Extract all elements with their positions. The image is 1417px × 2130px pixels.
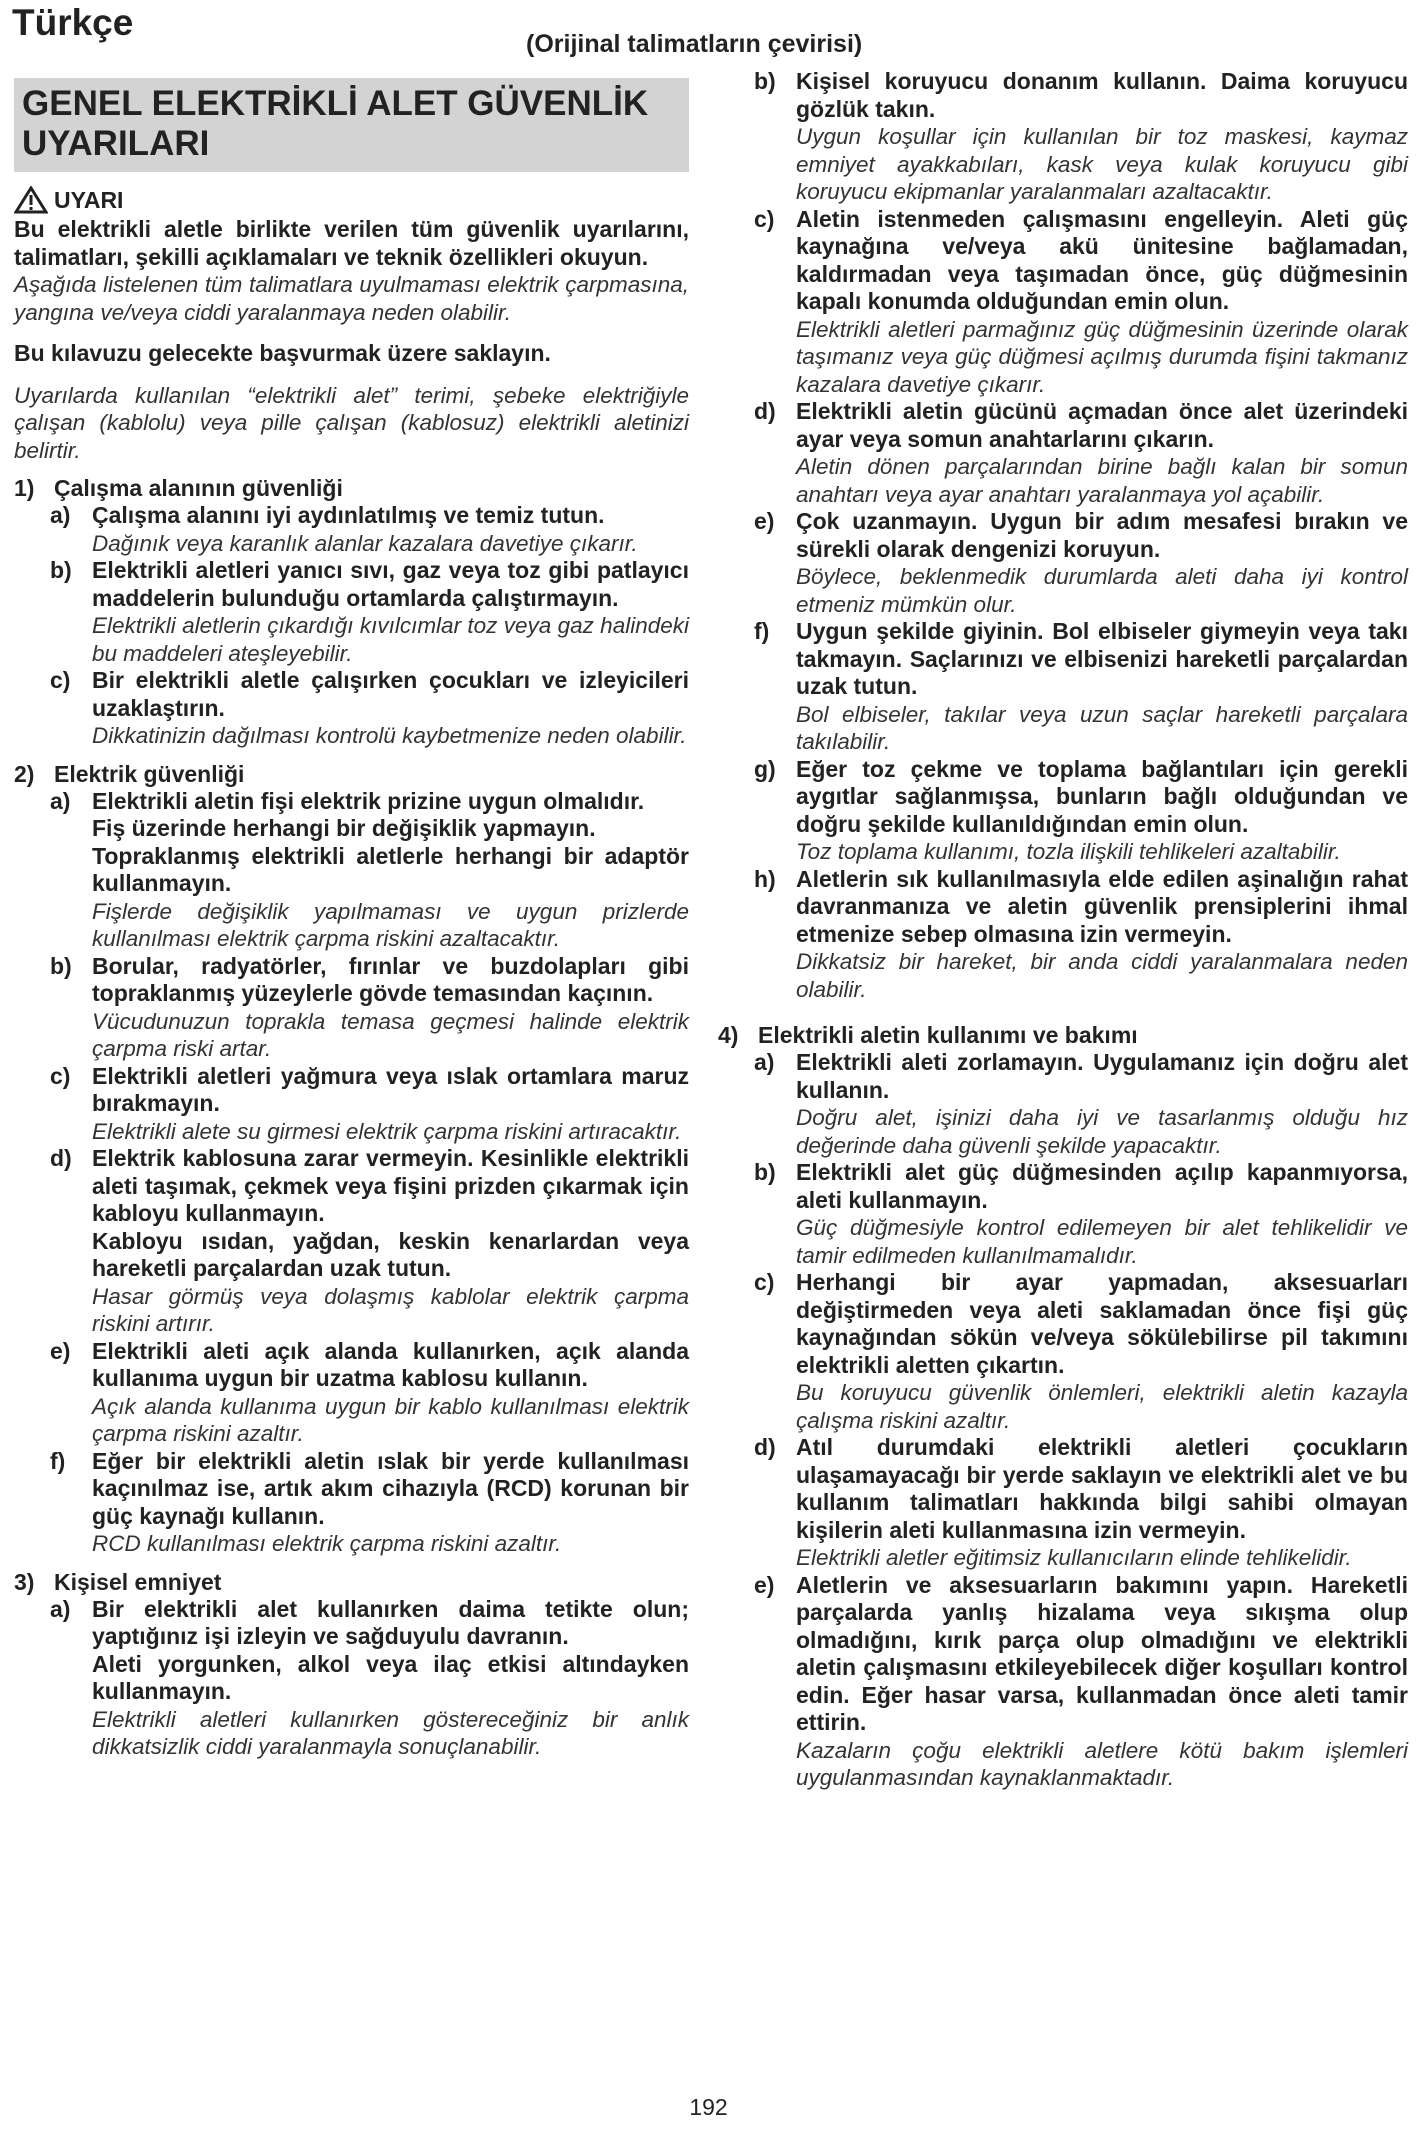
list-item: f) Uygun şekilde giyinin. Bol elbiseler giymeyin veya takı takmayın. Saçlarınızı ve elbisenizi hareketli parçalardan uzak tutun. Bol elbiseler, takılar veya uzun saçlar hareketli parçalara takılabilir.	[754, 618, 1408, 754]
keep-manual-note: Bu kılavuzu gelecekte başvurmak üzere saklayın.	[14, 340, 551, 366]
warning-triangle-icon	[14, 186, 48, 214]
section-title: 2) Elektrik güvenliği	[14, 760, 245, 787]
section-title: 4) Elektrikli aletin kullanımı ve bakımı	[718, 1022, 1138, 1048]
list-item: c) Elektrikli aletleri yağmura veya ıslak ortamlara maruz bırakmayın. Elektrikli alete su girmesi elektrik çarpma riskini artıracaktır.	[50, 1062, 689, 1144]
list-item: b) Borular, radyatörler, fırınlar ve buzdolapları gibi topraklanmış yüzeylerle gövde temasından kaçının. Vücudunuzun toprakla temasa geçmesi halinde elektrik çarpma riski artar.	[50, 952, 689, 1061]
list-item: a) Çalışma alanını iyi aydınlatılmış ve temiz tutun. Dağınık veya karanlık alanlar kazalara davetiye çıkarır.	[50, 502, 638, 556]
list-item: g) Eğer toz çekme ve toplama bağlantıları için gerekli aygıtlar sağlanmışsa, bunların bağlı olduğundan ve doğru şekilde kullanıldığından emin olun. Toz toplama kullanımı, tozla ilişkili tehlikeleri azaltabilir.	[754, 755, 1408, 864]
section-title: 3) Kişisel emniyet	[14, 1568, 222, 1595]
list-item: h) Aletlerin sık kullanılmasıyla elde edilen aşinalığın rahat davranmanıza ve aletin güvenlik prensiplerini ihmal etmenize sebep olmasına izin vermeyin. Dikkatsiz bir hareket, bir anda ciddi yaralanmalara neden olabilir.	[754, 865, 1408, 1002]
list-item: c) Bir elektrikli aletle çalışırken çocukları ve izleyicileri uzaklaştırın. Dikkatinizin dağılması kontrolü kaybetmenize neden olabilir.	[50, 667, 689, 748]
left-column	[14, 78, 689, 1761]
list-item: e) Elektrikli aleti açık alanda kullanırken, açık alanda kullanıma uygun bir uzatma kablosu kullanın. Açık alanda kullanıma uygun bir kablo kullanılması elektrik çarpma riskini azaltır.	[50, 1337, 689, 1446]
list-item: d) Atıl durumdaki elektrikli aletleri çocukların ulaşamayacağı bir yerde saklayın ve elektrikli alet ve bu kullanım talimatları hakkında bilgi sahibi olmayan kişilerin aleti kullanmasına izin vermeyin. Elektrikli aletler eğitimsiz kullanıcıların elinde tehlikelidir.	[754, 1434, 1408, 1570]
warning-intro-note: Aşağıda listelenen tüm talimatlara uyulmaması elektrik çarpmasına, yangına ve/veya ciddi yaralanmaya neden olabilir.	[14, 272, 689, 325]
list-item: c) Aletin istenmeden çalışmasını engelleyin. Aleti güç kaynağına ve/veya akü ünitesine bağlamadan, kaldırmadan veya taşımadan önce, güç düğmesinin kapalı konumda olduğundan emin olun. Elektrikli aletleri parmağınız güç düğmesinin üzerinde olarak taşımanız veya güç düğmesi açılmış durumda fişini takmanız kazalara davetiye çıkarır.	[754, 205, 1408, 397]
list-item: a) Bir elektrikli alet kullanırken daima tetikte olun; yaptığınız işi izleyin ve sağduyulu davranın. Aleti yorgunken, alkol veya ilaç etkisi altındayken kullanmayın. Elektrikli aletleri kullanırken göstereceğiniz bir anlık dikkatsizlik ciddi yaralanmayla sonuçlanabilir.	[50, 1595, 689, 1759]
list-item: e) Çok uzanmayın. Uygun bir adım mesafesi bırakın ve sürekli olarak dengenizi koruyun. Böylece, beklenmedik durumlarda aleti daha iyi kontrol etmeniz mümkün olur.	[754, 508, 1408, 617]
warning-label: UYARI	[54, 186, 124, 213]
warning-intro: Bu elektrikli aletle birlikte verilen tüm güvenlik uyarılarını, talimatları, şekilli açıklamaları ve teknik özellikleri okuyun.	[14, 216, 689, 270]
list-item: b) Elektrikli aletleri yanıcı sıvı, gaz veya toz gibi patlayıcı maddelerin bulunduğu ortamlarda çalıştırmayın. Elektrikli aletlerin çıkardığı kıvılcımlar toz veya gaz halindeki bu maddeleri ateşleyebilir.	[50, 557, 689, 666]
list-item: f) Eğer bir elektrikli aletin ıslak bir yerde kullanılması kaçınılmaz ise, artık akım cihazıyla (RCD) korunan bir güç kaynağı kullanın. RCD kullanılması elektrik çarpma riskini azaltır.	[50, 1447, 689, 1556]
section-banner: GENEL ELEKTRİKLİ ALET GÜVENLİK UYARILARI	[14, 78, 689, 172]
list-item: b) Elektrikli alet güç düğmesinden açılıp kapanmıyorsa, aleti kullanmayın. Güç düğmesiyle kontrol edilemeyen bir alet tehlikelidir ve tamir edilmeden kullanılmamalıdır.	[754, 1159, 1408, 1268]
translation-subtitle: (Orijinal talimatların çevirisi)	[526, 30, 863, 58]
right-column	[718, 68, 1408, 1792]
warning-heading	[14, 186, 689, 214]
list-item: e) Aletlerin ve aksesuarların bakımını yapın. Hareketli parçalarda yanlış hizalama veya sıkışma olup olmadığını, kırık parça olup olmadığını ve elektrikli aletin çalışmasını etkileyebilecek diğer koşulları kontrol edin. Eğer hasar varsa, kullanmadan önce aleti tamir ettirin. Kazaların çoğu elektrikli aletlere kötü bakım işlemleri uygulanmasından kaynaklanmaktadır.	[754, 1571, 1408, 1790]
section-title: 1) Çalışma alanının güvenliği	[14, 475, 343, 501]
page-number: 192	[689, 2094, 728, 2120]
term-definition: Uyarılarda kullanılan “elektrikli alet” terimi, şebeke elektriğiyle çalışan (kablolu) veya pille çalışan (kablosuz) elektrikli aletinizi belirtir.	[14, 382, 689, 463]
list-item: a) Elektrikli aleti zorlamayın. Uygulamanız için doğru alet kullanın. Doğru alet, işinizi daha iyi ve tasarlanmış olduğu hız değerinde daha güvenli şekilde yapacaktır.	[754, 1049, 1408, 1158]
language-title: Türkçe	[12, 2, 134, 43]
list-item: c) Herhangi bir ayar yapmadan, aksesuarları değiştirmeden veya aleti saklamadan önce fişi güç kaynağından sökün ve/veya sökülebilirse pil takımını elektrikli aletten çıkartın. Bu koruyucu güvenlik önlemleri, elektrikli aletin kazayla çalışma riskini azaltır.	[754, 1269, 1408, 1433]
list-item: a) Elektrikli aletin fişi elektrik prizine uygun olmalıdır. Fiş üzerinde herhangi bir değişiklik yapmayın. Topraklanmış elektrikli aletlerle herhangi bir adaptör kullanmayın. Fişlerde değişiklik yapılmaması ve uygun prizlerde kullanılması elektrik çarpma riskini azaltacaktır.	[50, 787, 689, 951]
list-item: d) Elektrik kablosuna zarar vermeyin. Kesinlikle elektrikli aleti taşımak, çekmek veya fişini prizden çıkarmak için kabloyu kullanmayın. Kabloyu ısıdan, yağdan, keskin kenarlardan veya hareketli parçalardan uzak tutun. Hasar görmüş veya dolaşmış kablolar elektrik çarpma riskini artırır.	[50, 1145, 689, 1336]
list-item: d) Elektrikli aletin gücünü açmadan önce alet üzerindeki ayar veya somun anahtarlarını çıkarın. Aletin dönen parçalarından birine bağlı kalan bir somun anahtarı veya ayar anahtarı yaralanmaya yol açabilir.	[754, 398, 1408, 507]
list-item: b) Kişisel koruyucu donanım kullanın. Daima koruyucu gözlük takın. Uygun koşullar için kullanılan bir toz maskesi, kaymaz emniyet ayakkabıları, kask veya kulak koruyucu gibi koruyucu ekipmanlar yaralanmaları azaltacaktır.	[754, 68, 1408, 204]
